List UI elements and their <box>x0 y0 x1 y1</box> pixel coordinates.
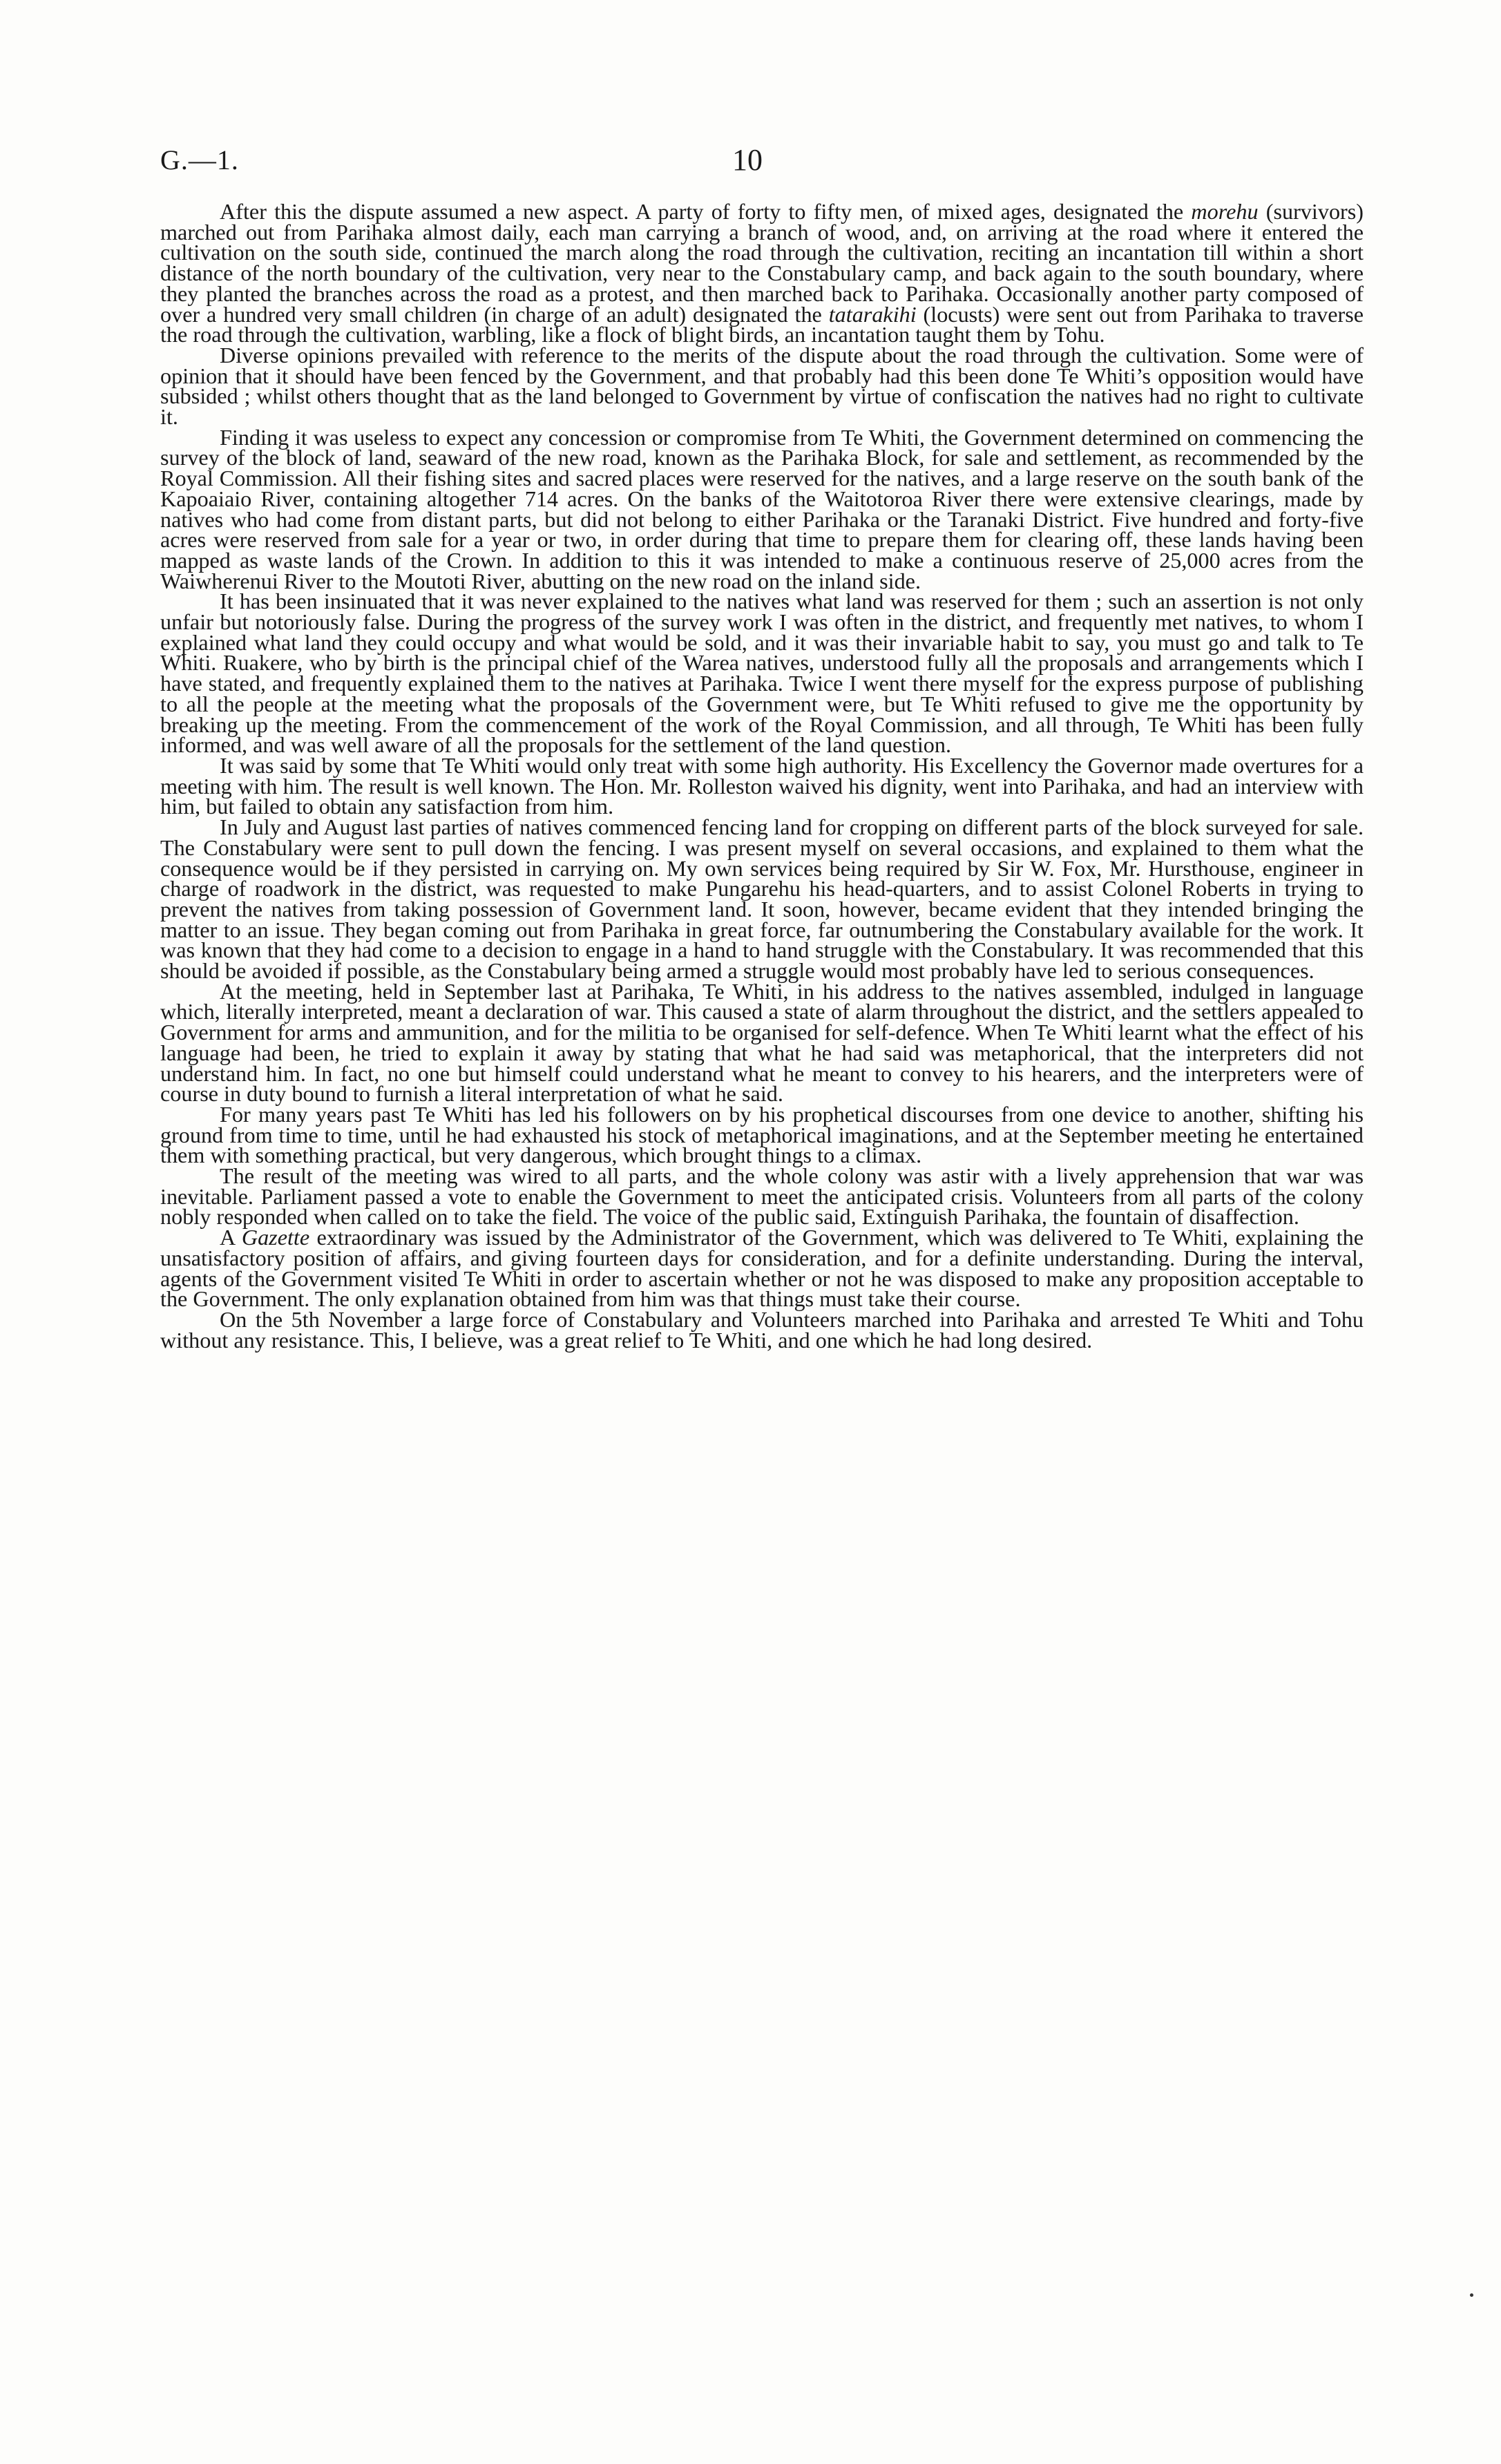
document-reference: G.—1. <box>160 144 239 175</box>
body-text <box>160 199 1364 1353</box>
paragraph-6: In July and August last parties of natives commenced fencing land for cropping on different parts of the block surveyed for sale. The Constabulary were sent to pull down the fencing. I was present myself on several occasions, and explained to them what the consequence would be if they persisted in carrying on. My own services being required by Sir W. Fox, Mr. Hursthouse, engineer in charge of roadwork in the district, was requested to make Pungarehu his head-quarters, and to assist Colonel Roberts in trying to prevent the natives from taking possession of Government land. It soon, however, became evident that they intended bringing the matter to an issue. They began coming out from Parihaka in great force, far outnumbering the Constabulary available for the work. It was known that they had come to a decision to engage in a hand to hand struggle with the Constabulary. It was recommended that this should be avoided if possible, as the Constabulary being armed a struggle would most probably have led to serious consequences. <box>160 814 1364 984</box>
paragraph-5: It was said by some that Te Whiti would only treat with some high authority. His Excellency the Governor made overtures for a meeting with him. The result is well known. The Hon. Mr. Rolleston waived his dignity, went into Parihaka, and had an interview with him, but failed to obtain any satisfaction from him. <box>160 752 1364 819</box>
paragraph-2: Diverse opinions prevailed with reference to the merits of the dispute about the road through the cultivation. Some were of opinion that it should have been fenced by the Government, and that probably had this been done Te Whiti’s opposition would have subsided ; whilst others thought that as the land belonged to Government by virtue of confiscation the natives had no right to cultivate it. <box>160 342 1364 430</box>
paragraph-1: After this the dispute assumed a new aspect. A party of forty to fifty men, of mixed ages, designated the morehu (survivors) marched out from Parihaka almost daily, each man carrying a branch of wood, and, on arriving at the road where it entered the cultivation on the south side, continued the march along the road through the cultivation, reciting an incantation till within a short distance of the north boundary of the cultivation, very near to the Constabulary camp, and back again to the south boundary, where they planted the branches across the road as a protest, and then marched back to Parihaka. Occasionally another party composed of over a hundred very small children (in charge of an adult) designated the tatarakihi (locusts) were sent out from Parihaka to traverse the road through the cultivation, warbling, like a flock of blight birds, an incantation taught them by Tohu. <box>160 199 1364 347</box>
paragraph-4: It has been insinuated that it was never explained to the natives what land was reserved for them ; such an assertion is not only unfair but notoriously false. During the progress of the survey work I was often in the district, and frequently met natives, to whom I explained what land they could occupy and what would be sold, and it was their invariable habit to say, you must go and talk to Te Whiti. Ruakere, who by birth is the principal chief of the Warea natives, understood fully all the proposals and arrangements which I have stated, and frequently explained them to the natives at Parihaka. Twice I went there myself for the express purpose of publishing to all the people at the meeting what the proposals of the Government were, but Te Whiti refused to give me the opportunity by breaking up the meeting. From the commencement of the work of the Royal Commission, and all through, Te Whiti has been fully informed, and was well aware of all the proposals for the settlement of the land question. <box>160 589 1364 758</box>
paragraph-11: On the 5th November a large force of Constabulary and Volunteers marched into Parihaka and arrested Te Whiti and Tohu without any resistance. This, I believe, was a great relief to Te Whiti, and one which he had long desired. <box>160 1306 1364 1353</box>
paragraph-10: A Gazette extraordinary was issued by the Administrator of the Government, which was delivered to Te Whiti, explaining the unsatisfactory position of affairs, and giving fourteen days for consideration, and for a definite understanding. During the interval, agents of the Government visited Te Whiti in order to ascertain whether or not he was disposed to make any proposition acceptable to the Government. The only explanation obtained from him was that things must take their course. <box>160 1225 1364 1312</box>
paragraph-9: The result of the meeting was wired to all parts, and the whole colony was astir with a lively apprehension that war was inevitable. Parliament passed a vote to enable the Government to meet the anticipated crisis. Volunteers from all parts of the colony nobly responded when called on to take the field. The voice of the public said, Extinguish Parihaka, the fountain of disaffection. <box>160 1163 1364 1230</box>
speck-mark <box>1470 2293 1473 2297</box>
paragraph-7: At the meeting, held in September last at Parihaka, Te Whiti, in his address to the natives assembled, indulged in language which, literally interpreted, meant a declaration of war. This caused a state of alarm throughout the district, and the settlers appealed to Government for arms and ammunition, and for the militia to be organised for self-defence. When Te Whiti learnt what the effect of his language had been, he tried to explain it away by stating that what he had said was metaphorical, that the interpreters did not understand him. In fact, no one but himself could understand what he meant to convey to his hearers, and the interpreters were of course in duty bound to furnish a literal interpretation of what he said. <box>160 978 1364 1107</box>
page-number: 10 <box>732 143 763 177</box>
paragraph-3: Finding it was useless to expect any concession or compromise from Te Whiti, the Government determined on commencing the survey of the block of land, seaward of the new road, known as the Parihaka Block, for sale and settlement, as recommended by the Royal Commission. All their fishing sites and sacred places were reserved for the natives, and a large reserve on the south bank of the Kapoaiaio River, containing altogether 714 acres. On the banks of the Waitotoroa River there were extensive clearings, made by natives who had come from distant parts, but did not belong to either Parihaka or the Taranaki District. Five hundred and forty-five acres were reserved from sale for a year or two, in order during that time to prepare them for clearing off, these lands having been mapped as waste lands of the Crown. In addition to this it was intended to make a continuous reserve of 25,000 acres from the Waiwherenui River to the Moutoti River, abutting on the new road on the inland side. <box>160 424 1364 593</box>
paragraph-8: For many years past Te Whiti has led his followers on by his prophetical discourses from one device to another, shifting his ground from time to time, until he had exhausted his stock of metaphorical imaginations, and at the September meeting he entertained them with something practical, but very dangerous, which brought things to a climax. <box>160 1101 1364 1168</box>
